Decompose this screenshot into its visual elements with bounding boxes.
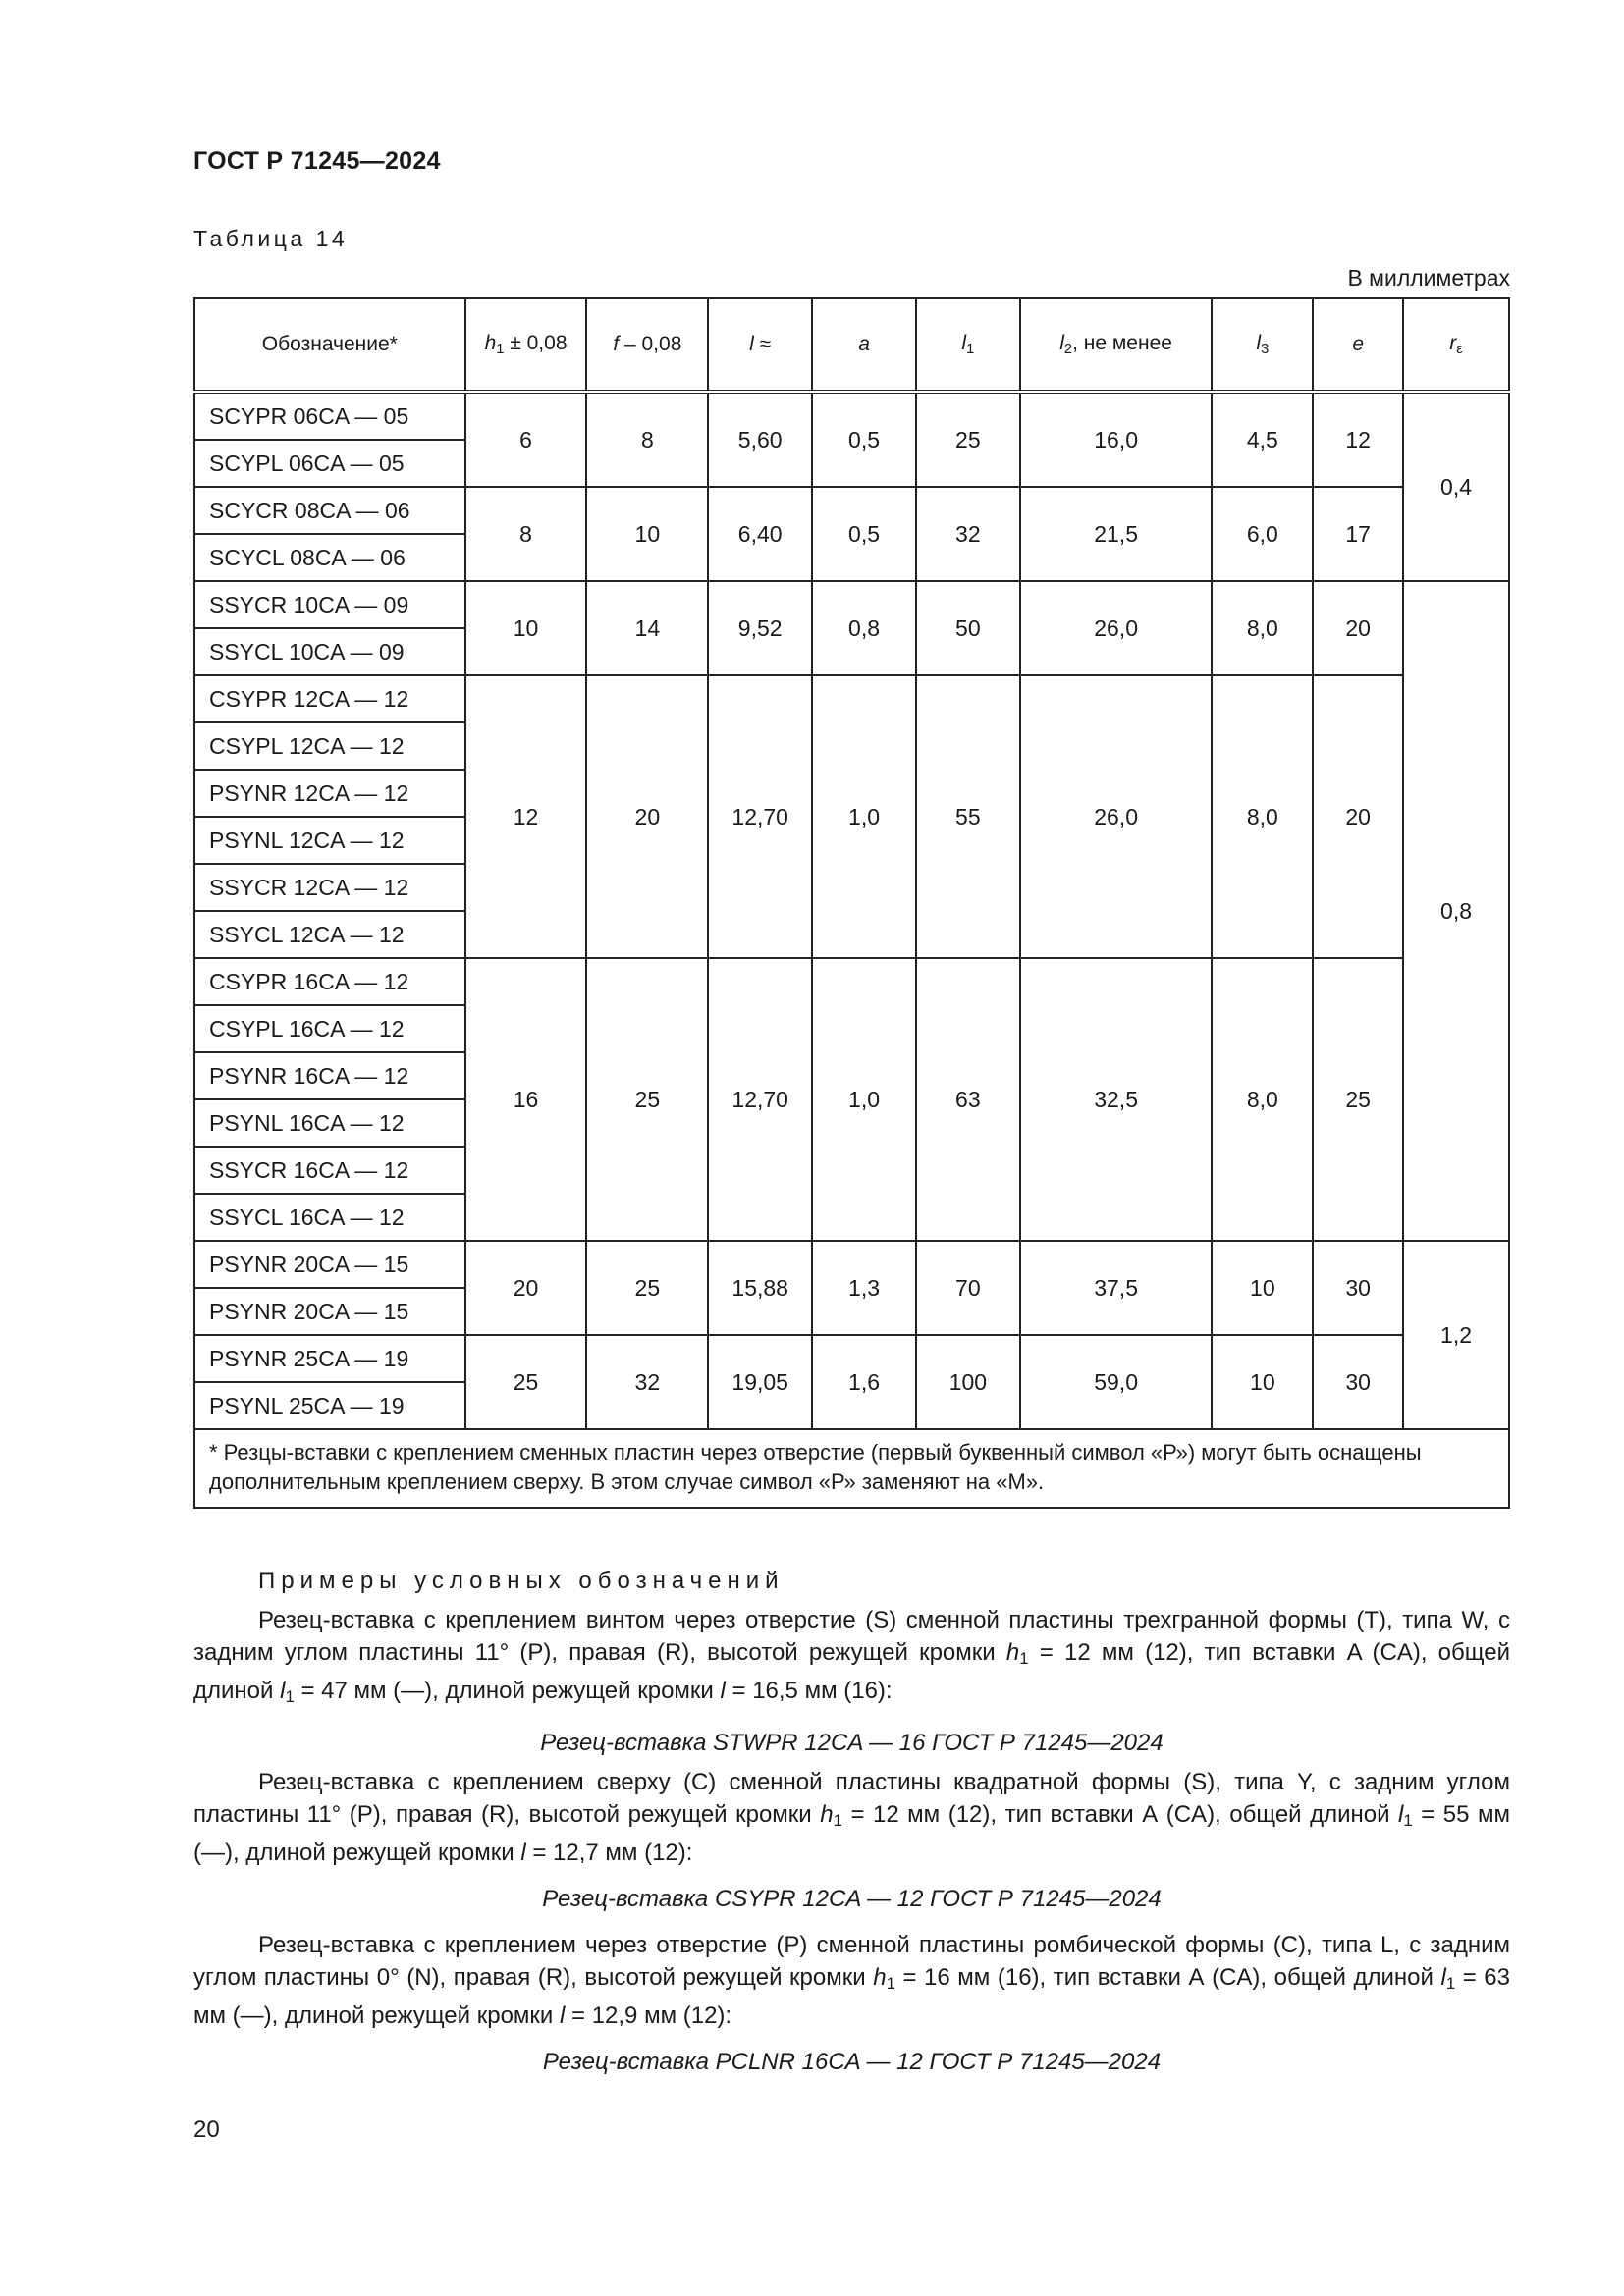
e-cell: 12 [1313, 392, 1403, 487]
designation-cell: SSYCL 10CA — 09 [194, 628, 465, 675]
header-l1: $l_1$ [916, 298, 1020, 392]
l2-cell: 16,0 [1020, 392, 1213, 487]
l3-cell: 8,0 [1212, 958, 1313, 1241]
table-row [194, 1335, 1509, 1382]
l3-cell: 8,0 [1212, 581, 1313, 675]
table-row [194, 581, 1509, 628]
e-cell: 25 [1313, 958, 1403, 1241]
l-cell: 12,70 [708, 675, 812, 958]
table-title: Таблица 14 [193, 226, 349, 251]
a-cell: 0,5 [812, 392, 916, 487]
designation-cell: SSYCR 16CA — 12 [194, 1147, 465, 1194]
footnote-row [194, 1429, 1509, 1508]
table-row [194, 675, 1509, 722]
table-row [194, 487, 1509, 534]
r-cell: 0,4 [1403, 392, 1509, 581]
l3-cell: 4,5 [1212, 392, 1313, 487]
example-block [193, 1604, 1510, 1759]
a-cell: 1,6 [812, 1335, 916, 1429]
h1-cell: 25 [465, 1335, 587, 1429]
table-header-row [194, 298, 1509, 392]
table-units: В миллиметрах [1347, 265, 1510, 291]
table-row [194, 1241, 1509, 1288]
designation-cell: PSYNL 12CA — 12 [194, 817, 465, 864]
l1-cell: 100 [916, 1335, 1020, 1429]
h1-cell: 8 [465, 487, 587, 581]
h1-cell: 16 [465, 958, 587, 1241]
designation-cell: SSYCL 12CA — 12 [194, 911, 465, 958]
designation-cell: CSYPL 16CA — 12 [194, 1005, 465, 1052]
designation-cell: CSYPL 12CA — 12 [194, 722, 465, 770]
f-cell: 20 [586, 675, 708, 958]
example-paragraph: Резец-вставка с креплением винтом через отверстие (S) сменной пластины трехгранной формы (Т), типа W, с задним углом пластины 11° (Р), правая (R), высотой режущей кромки $h_1 = 12$ мм (12), тип вставки A (CA), общей длиной $l_1 = 47$ мм (—), длиной режущей кромки l = 16,5 мм (16): [193, 1607, 1511, 1706]
designation-cell: SSYCL 16CA — 12 [194, 1194, 465, 1241]
designation-cell: SCYCL 08CA — 06 [194, 534, 465, 581]
header-e: e [1313, 298, 1403, 392]
l3-cell: 6,0 [1212, 487, 1313, 581]
header-l3: $l_3$ [1212, 298, 1313, 392]
l1-cell: 25 [916, 392, 1020, 487]
l2-cell: 21,5 [1020, 487, 1213, 581]
f-cell: 32 [586, 1335, 708, 1429]
example-paragraph: Резец-вставка с креплением через отверстие (P) сменной пластины ромбической формы (С), типа L, с задним углом пластины 0° (N), правая (R), высотой режущей кромки $h_1 = 16$ мм (16), тип вставки А (CA), общей длиной $l_1 = 63$ мм (—), длиной режущей кромки l = 12,9 мм (12): [193, 1932, 1511, 2029]
f-cell: 10 [586, 487, 708, 581]
designation-cell: PSYNR 16CA — 12 [194, 1052, 465, 1099]
designation-cell: SCYCR 08CA — 06 [194, 487, 465, 534]
l2-cell: 26,0 [1020, 675, 1213, 958]
table-row [194, 958, 1509, 1005]
header-designation: Обозначение* [194, 298, 465, 392]
designation-cell: CSYPR 16CA — 12 [194, 958, 465, 1005]
designation-cell: SSYCR 10CA — 09 [194, 581, 465, 628]
header-f: f – 0,08 [586, 298, 708, 392]
e-cell: 17 [1313, 487, 1403, 581]
a-cell: 0,8 [812, 581, 916, 675]
f-cell: 25 [586, 1241, 708, 1335]
a-cell: 1,0 [812, 675, 916, 958]
designation-cell: CSYPR 12CA — 12 [194, 675, 465, 722]
l-cell: 5,60 [708, 392, 812, 487]
l3-cell: 8,0 [1212, 675, 1313, 958]
l2-cell: 37,5 [1020, 1241, 1213, 1335]
page-number: 20 [193, 2116, 220, 2143]
example-designation: Резец-вставка STWPR 12CA — 16 ГОСТ Р 71245—2024 [540, 1730, 1164, 1756]
l-cell: 6,40 [708, 487, 812, 581]
example-block [193, 1929, 1510, 2078]
r-cell: 1,2 [1403, 1241, 1509, 1429]
l-cell: 12,70 [708, 958, 812, 1241]
r-cell: 0,8 [1403, 581, 1509, 1241]
table-footnote: * Резцы-вставки с креплением сменных пластин через отверстие (первый буквенный символ «Р») могут быть оснащены дополнительным креплением сверху. В этом случае символ «Р» заменяют на «М». [194, 1429, 1509, 1508]
f-cell: 8 [586, 392, 708, 487]
e-cell: 30 [1313, 1241, 1403, 1335]
l2-cell: 32,5 [1020, 958, 1213, 1241]
example-paragraph: Резец-вставка с креплением сверху (С) сменной пластины квадратной формы (S), типа Y, с задним углом пластины 11° (Р), правая (R), высотой режущей кромки $h_1 = 12$ мм (12), тип вставки А (CA), общей длиной $l_1 = 55$ мм (—), длиной режущей кромки l = 12,7 мм (12): [193, 1769, 1510, 1866]
example-designation: Резец-вставка CSYPR 12CA — 12 ГОСТ Р 71245—2024 [542, 1886, 1162, 1912]
l1-cell: 55 [916, 675, 1020, 958]
l1-cell: 70 [916, 1241, 1020, 1335]
table-row [194, 392, 1509, 440]
l3-cell: 10 [1212, 1335, 1313, 1429]
designation-cell: PSYNR 25CA — 19 [194, 1335, 465, 1382]
designation-cell: PSYNR 20CA — 15 [194, 1241, 465, 1288]
header-r: $r_\varepsilon$ [1403, 298, 1509, 392]
l1-cell: 32 [916, 487, 1020, 581]
designation-cell: PSYNR 20CA — 15 [194, 1288, 465, 1335]
l1-cell: 50 [916, 581, 1020, 675]
examples-heading: Примеры условных обозначений [258, 1568, 785, 1594]
f-cell: 25 [586, 958, 708, 1241]
example-designation: Резец-вставка PCLNR 16CA — 12 ГОСТ Р 71245—2024 [542, 2049, 1162, 2075]
h1-cell: 6 [465, 392, 587, 487]
a-cell: 0,5 [812, 487, 916, 581]
h1-cell: 20 [465, 1241, 587, 1335]
example-block [193, 1766, 1510, 1915]
l-cell: 19,05 [708, 1335, 812, 1429]
a-cell: 1,3 [812, 1241, 916, 1335]
l3-cell: 10 [1212, 1241, 1313, 1335]
e-cell: 20 [1313, 581, 1403, 675]
e-cell: 20 [1313, 675, 1403, 958]
l2-cell: 26,0 [1020, 581, 1213, 675]
l1-cell: 63 [916, 958, 1020, 1241]
spec-table [193, 297, 1510, 1509]
f-cell: 14 [586, 581, 708, 675]
l-cell: 9,52 [708, 581, 812, 675]
designation-cell: SCYPR 06CA — 05 [194, 392, 465, 440]
designation-cell: SSYCR 12CA — 12 [194, 864, 465, 911]
e-cell: 30 [1313, 1335, 1403, 1429]
designation-cell: PSYNL 25CA — 19 [194, 1382, 465, 1429]
header-a: a [812, 298, 916, 392]
l2-cell: 59,0 [1020, 1335, 1213, 1429]
a-cell: 1,0 [812, 958, 916, 1241]
h1-cell: 12 [465, 675, 587, 958]
designation-cell: PSYNR 12CA — 12 [194, 770, 465, 817]
h1-cell: 10 [465, 581, 587, 675]
header-l2: $l_2$, не менее [1020, 298, 1213, 392]
header-l: l ≈ [708, 298, 812, 392]
designation-cell: PSYNL 16CA — 12 [194, 1099, 465, 1147]
l-cell: 15,88 [708, 1241, 812, 1335]
designation-cell: SCYPL 06CA — 05 [194, 440, 465, 487]
header-h1: $h_1 \pm 0,08$ [465, 298, 587, 392]
document-code: ГОСТ Р 71245—2024 [193, 147, 441, 175]
